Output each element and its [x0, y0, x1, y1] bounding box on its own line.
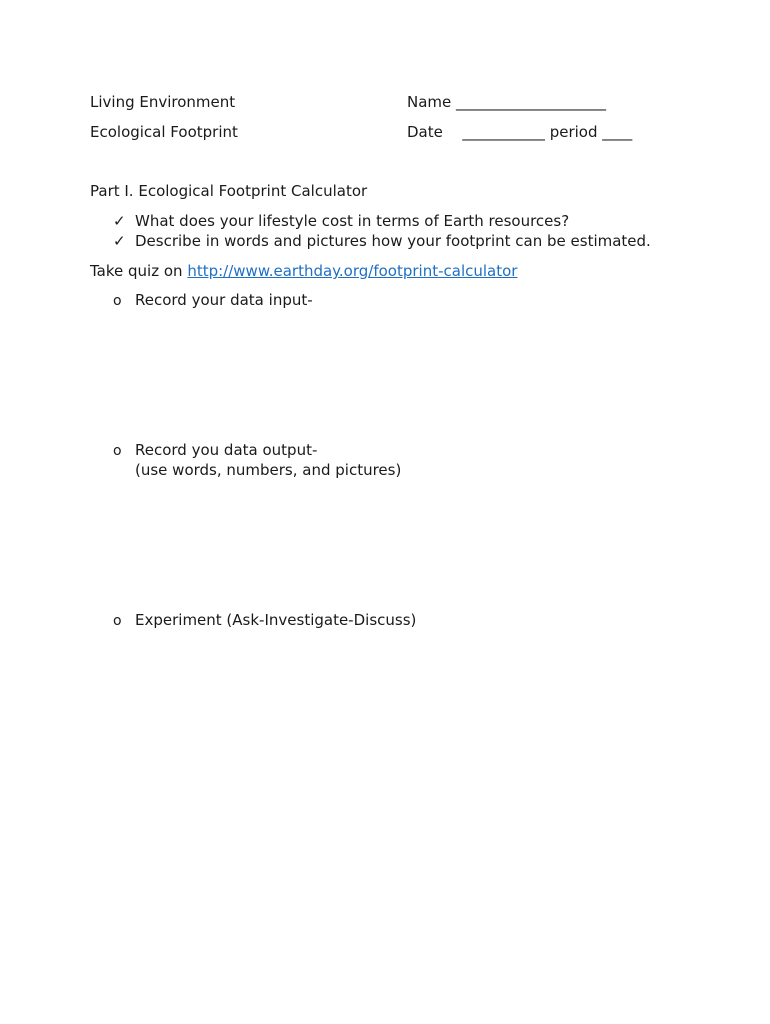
task-text: Record you data output-: [135, 441, 318, 459]
task-item: [113, 290, 313, 311]
circle-bullet-icon: o: [113, 443, 122, 459]
period-blank[interactable]: ____: [602, 123, 633, 141]
checklist-item-text: What does your lifestyle cost in terms of Earth resources?: [135, 212, 570, 230]
checkmark-icon: ✓: [113, 232, 126, 250]
course-title: Living Environment: [90, 93, 236, 111]
unit-title: Ecological Footprint: [90, 123, 238, 141]
date-line: [407, 122, 632, 142]
circle-bullet-icon: o: [113, 613, 122, 629]
period-label: period: [549, 123, 598, 141]
task-item: [113, 440, 317, 461]
quiz-line: [90, 261, 517, 281]
circle-bullet-icon: o: [113, 293, 122, 309]
name-line: [407, 92, 606, 112]
name-label: Name: [407, 93, 452, 111]
checkmark-icon: ✓: [113, 212, 126, 230]
checklist-item: [113, 211, 569, 231]
quiz-prefix: Take quiz on: [90, 262, 183, 280]
checklist-item: [113, 231, 651, 251]
part1-title: Part I. Ecological Footprint Calculator: [90, 182, 368, 200]
task-item: [113, 610, 416, 631]
task-subtext: (use words, numbers, and pictures): [135, 461, 402, 479]
task-text: Record your data input-: [135, 291, 313, 309]
date-label: Date: [407, 123, 443, 141]
name-blank[interactable]: ____________________: [456, 93, 607, 111]
task-text: Experiment (Ask-Investigate-Discuss): [135, 611, 417, 629]
date-blank[interactable]: ___________: [462, 123, 545, 141]
footprint-calculator-link[interactable]: http://www.earthday.org/footprint-calculator: [187, 262, 518, 280]
checklist-item-text: Describe in words and pictures how your footprint can be estimated.: [135, 232, 651, 250]
